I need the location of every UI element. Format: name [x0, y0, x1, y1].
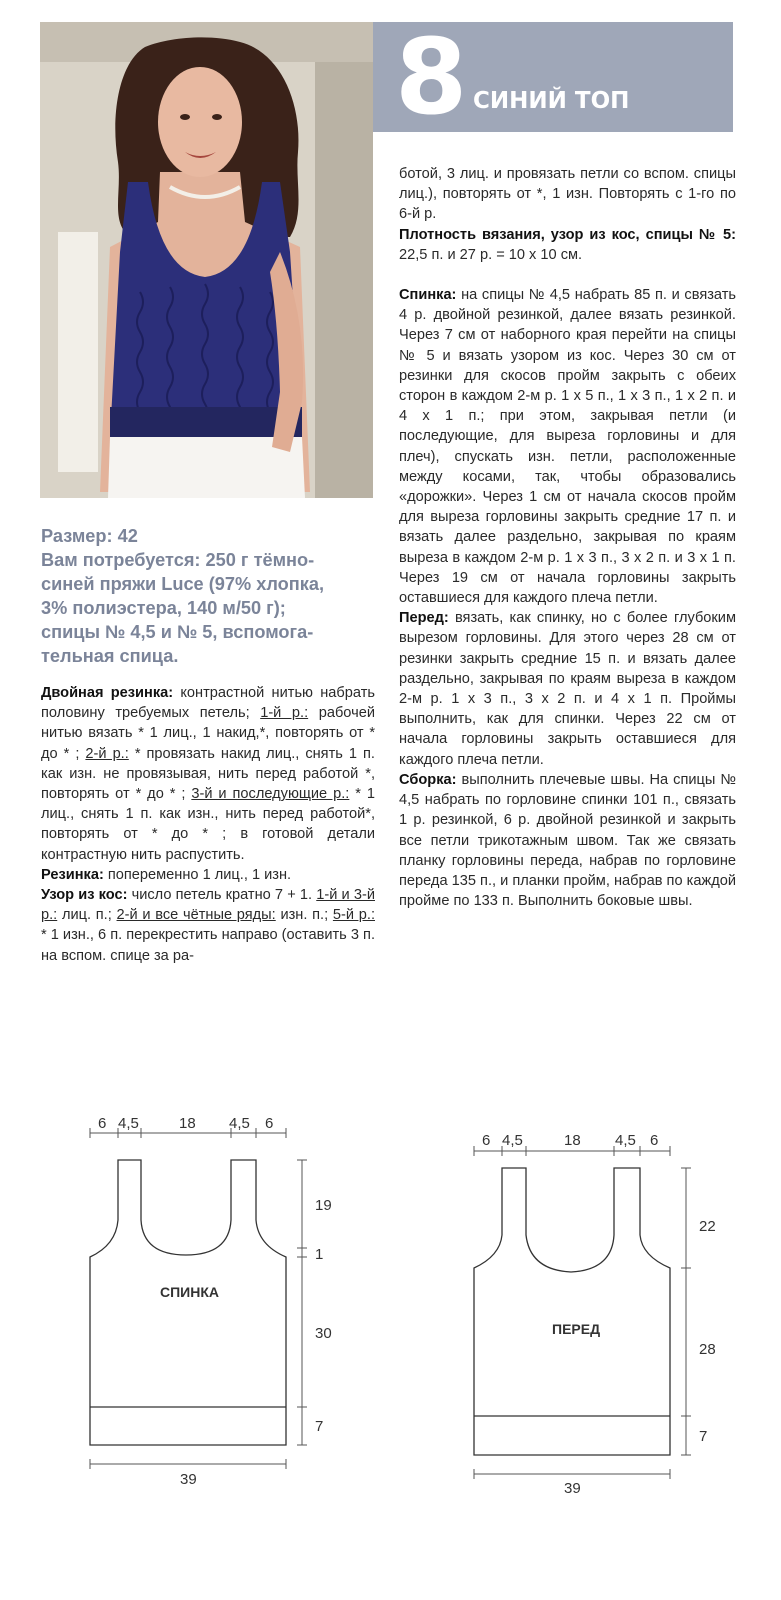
materials-line: тельная спица. [41, 646, 179, 666]
front-dim-right: 22 [699, 1218, 716, 1235]
text: на спицы № 4,5 набрать 85 п. и связать 4 р. двойной резинкой, далее вязать резинкой. Через 7 см от наборного края перейти на спицы № 5 и вязать узором из кос. Через 30 см от резинки для скосов пройм закрыть с обеих сторон в каждом 2-м р. 1 х 5 п., 1 х 3 п., 1 х 2 п. и 4 х 1 п.; при этом, закрывая петли (и последующие, для выреза горловины и для плеч), спускать изн. петли, расположенные между косами, так, чтобы образовались «дорожки». Через 1 см от начала скосов пройм для выреза горловины закрыть средние 17 п. и вязать далее раздельно, закрывая по краям выреза в каждом 2-м р. 1 х 3 п., 3 х 2 п. и 3 х 1 п. Через 19 см от начала горловины закрыть оставшиеся для каждого плеча петли. [399, 287, 736, 607]
back-dim-top: 6 [265, 1115, 274, 1132]
front-label: Перед: [399, 610, 449, 627]
front-schematic [474, 1146, 691, 1479]
assembly-label: Сборка: [399, 771, 457, 788]
materials-line: синей пряжи Luce (97% хлопка, [41, 574, 325, 594]
right-column [399, 164, 736, 911]
front-dim-top: 18 [564, 1132, 581, 1149]
cable-paragraph [41, 885, 375, 966]
double-rib-label: Двойная резинка: [41, 685, 174, 701]
back-label: СПИНКА [160, 1284, 220, 1300]
text: вязать, как спинку, но с более глубоким вырезом горловины. Для этого через 28 см от резинки закрыть средние 15 п. и вязать далее раздельно, закрывая по краям выреза в каждом 2-м р. 1 х 3 п., 3 х 2 п. и 4 х 1 п. Проймы выполнить, как для спинки. Через 22 см от начала горловины закрыть оставшиеся для каждого плеча петли. [399, 610, 736, 768]
rib-label: Резинка: [41, 866, 104, 883]
text: лиц. п.; [57, 907, 117, 924]
front-paragraph [399, 608, 736, 770]
front-label: ПЕРЕД [552, 1321, 601, 1337]
front-dim-top: 4,5 [502, 1132, 523, 1149]
text: число петель кратно 7 + 1. [127, 887, 317, 904]
front-dim-top: 4,5 [615, 1132, 636, 1149]
row-label: 2-й р.: [85, 745, 129, 762]
back-dim-right: 19 [315, 1197, 332, 1214]
text: 22,5 п. и 27 р. = 10 х 10 см. [399, 246, 583, 263]
cable-continuation: ботой, 3 лиц. и провязать петли со вспом. спицы лиц.), повторять от *, 1 изн. Повторять с 1-го по 6-й р. [399, 166, 736, 223]
gauge-label: Плотность вязания, узор из кос, спицы № 5: [399, 226, 736, 243]
text: выполнить плечевые швы. На спицы № 4,5 набрать по горловине спинки 101 п., связать 1 р. резинкой, 6 р. двойной резинкой и закрыть все петли трикотажным швом. Так же связать планку горловины переда, набрав по горловине переда 135 п., и планки пройм, набрав по каждой пройме по 133 п. Выполнить боковые швы. [399, 771, 736, 910]
back-dim-top: 4,5 [118, 1115, 139, 1132]
text: * 1 лиц., снять 1 п. как изн., нить перед работой*, повторять от * до * ; в готовой детали контрастную нить распустить. [41, 786, 375, 863]
model-photo [40, 22, 373, 498]
back-paragraph [399, 285, 736, 608]
row-label: 1-й и 3-й р.: [41, 887, 375, 924]
text: изн. п.; [275, 907, 333, 924]
pattern-title: СИНИЙ ТОП [473, 88, 630, 114]
row-label: 1-й р.: [260, 705, 309, 722]
back-dim-top: 4,5 [229, 1115, 250, 1132]
text: рабочей нитью вязать * 1 лиц., 1 накид,*, повторять от * до * ; [41, 705, 375, 762]
back-dim-bottom: 39 [180, 1471, 197, 1488]
back-dim-top: 6 [98, 1115, 107, 1132]
front-dim-right: 7 [699, 1428, 708, 1445]
back-label: Спинка: [399, 287, 457, 304]
left-column [41, 683, 375, 966]
back-dim-top: 18 [179, 1115, 196, 1132]
front-dim-top: 6 [482, 1132, 491, 1149]
schematics [0, 1100, 781, 1520]
text: контрастной нитью набрать половину требуемых петель; [41, 685, 375, 722]
materials-line: спицы № 4,5 и № 5, вспомога- [41, 622, 314, 642]
size-line: Размер: 42 [41, 526, 138, 546]
back-dim-right: 1 [315, 1246, 324, 1263]
row-label: 3-й и последующие р.: [191, 786, 350, 803]
double-rib-paragraph [41, 683, 375, 865]
pattern-banner [373, 16, 733, 138]
model-illustration [40, 22, 373, 498]
materials-line: 3% полиэстера, 140 м/50 г); [41, 598, 286, 618]
materials-line: Вам потребуется: 250 г тёмно- [41, 550, 315, 570]
front-dim-top: 6 [650, 1132, 659, 1149]
size-materials [41, 524, 376, 668]
row-label: 5-й р.: [332, 907, 375, 924]
back-dim-right: 7 [315, 1418, 324, 1435]
spacer [399, 265, 736, 285]
back-dim-right: 30 [315, 1325, 332, 1342]
text: * 1 изн., 6 п. перекрестить направо (оставить 3 п. на вспом. спице за ра- [41, 927, 375, 964]
assembly-paragraph [399, 770, 736, 911]
front-dim-bottom: 39 [564, 1480, 581, 1497]
rib-paragraph [41, 865, 375, 885]
pattern-number: 8 [395, 16, 468, 138]
text: попеременно 1 лиц., 1 изн. [103, 866, 292, 883]
cable-label: Узор из кос: [41, 887, 128, 904]
front-dim-right: 28 [699, 1341, 716, 1358]
row-label: 2-й и все чётные ряды: [116, 907, 276, 924]
gauge-paragraph [399, 225, 736, 265]
text: * провязать накид лиц., снять 1 п. как изн. не провязывая, нить перед работой *, повторять от * до * ; [41, 745, 375, 803]
